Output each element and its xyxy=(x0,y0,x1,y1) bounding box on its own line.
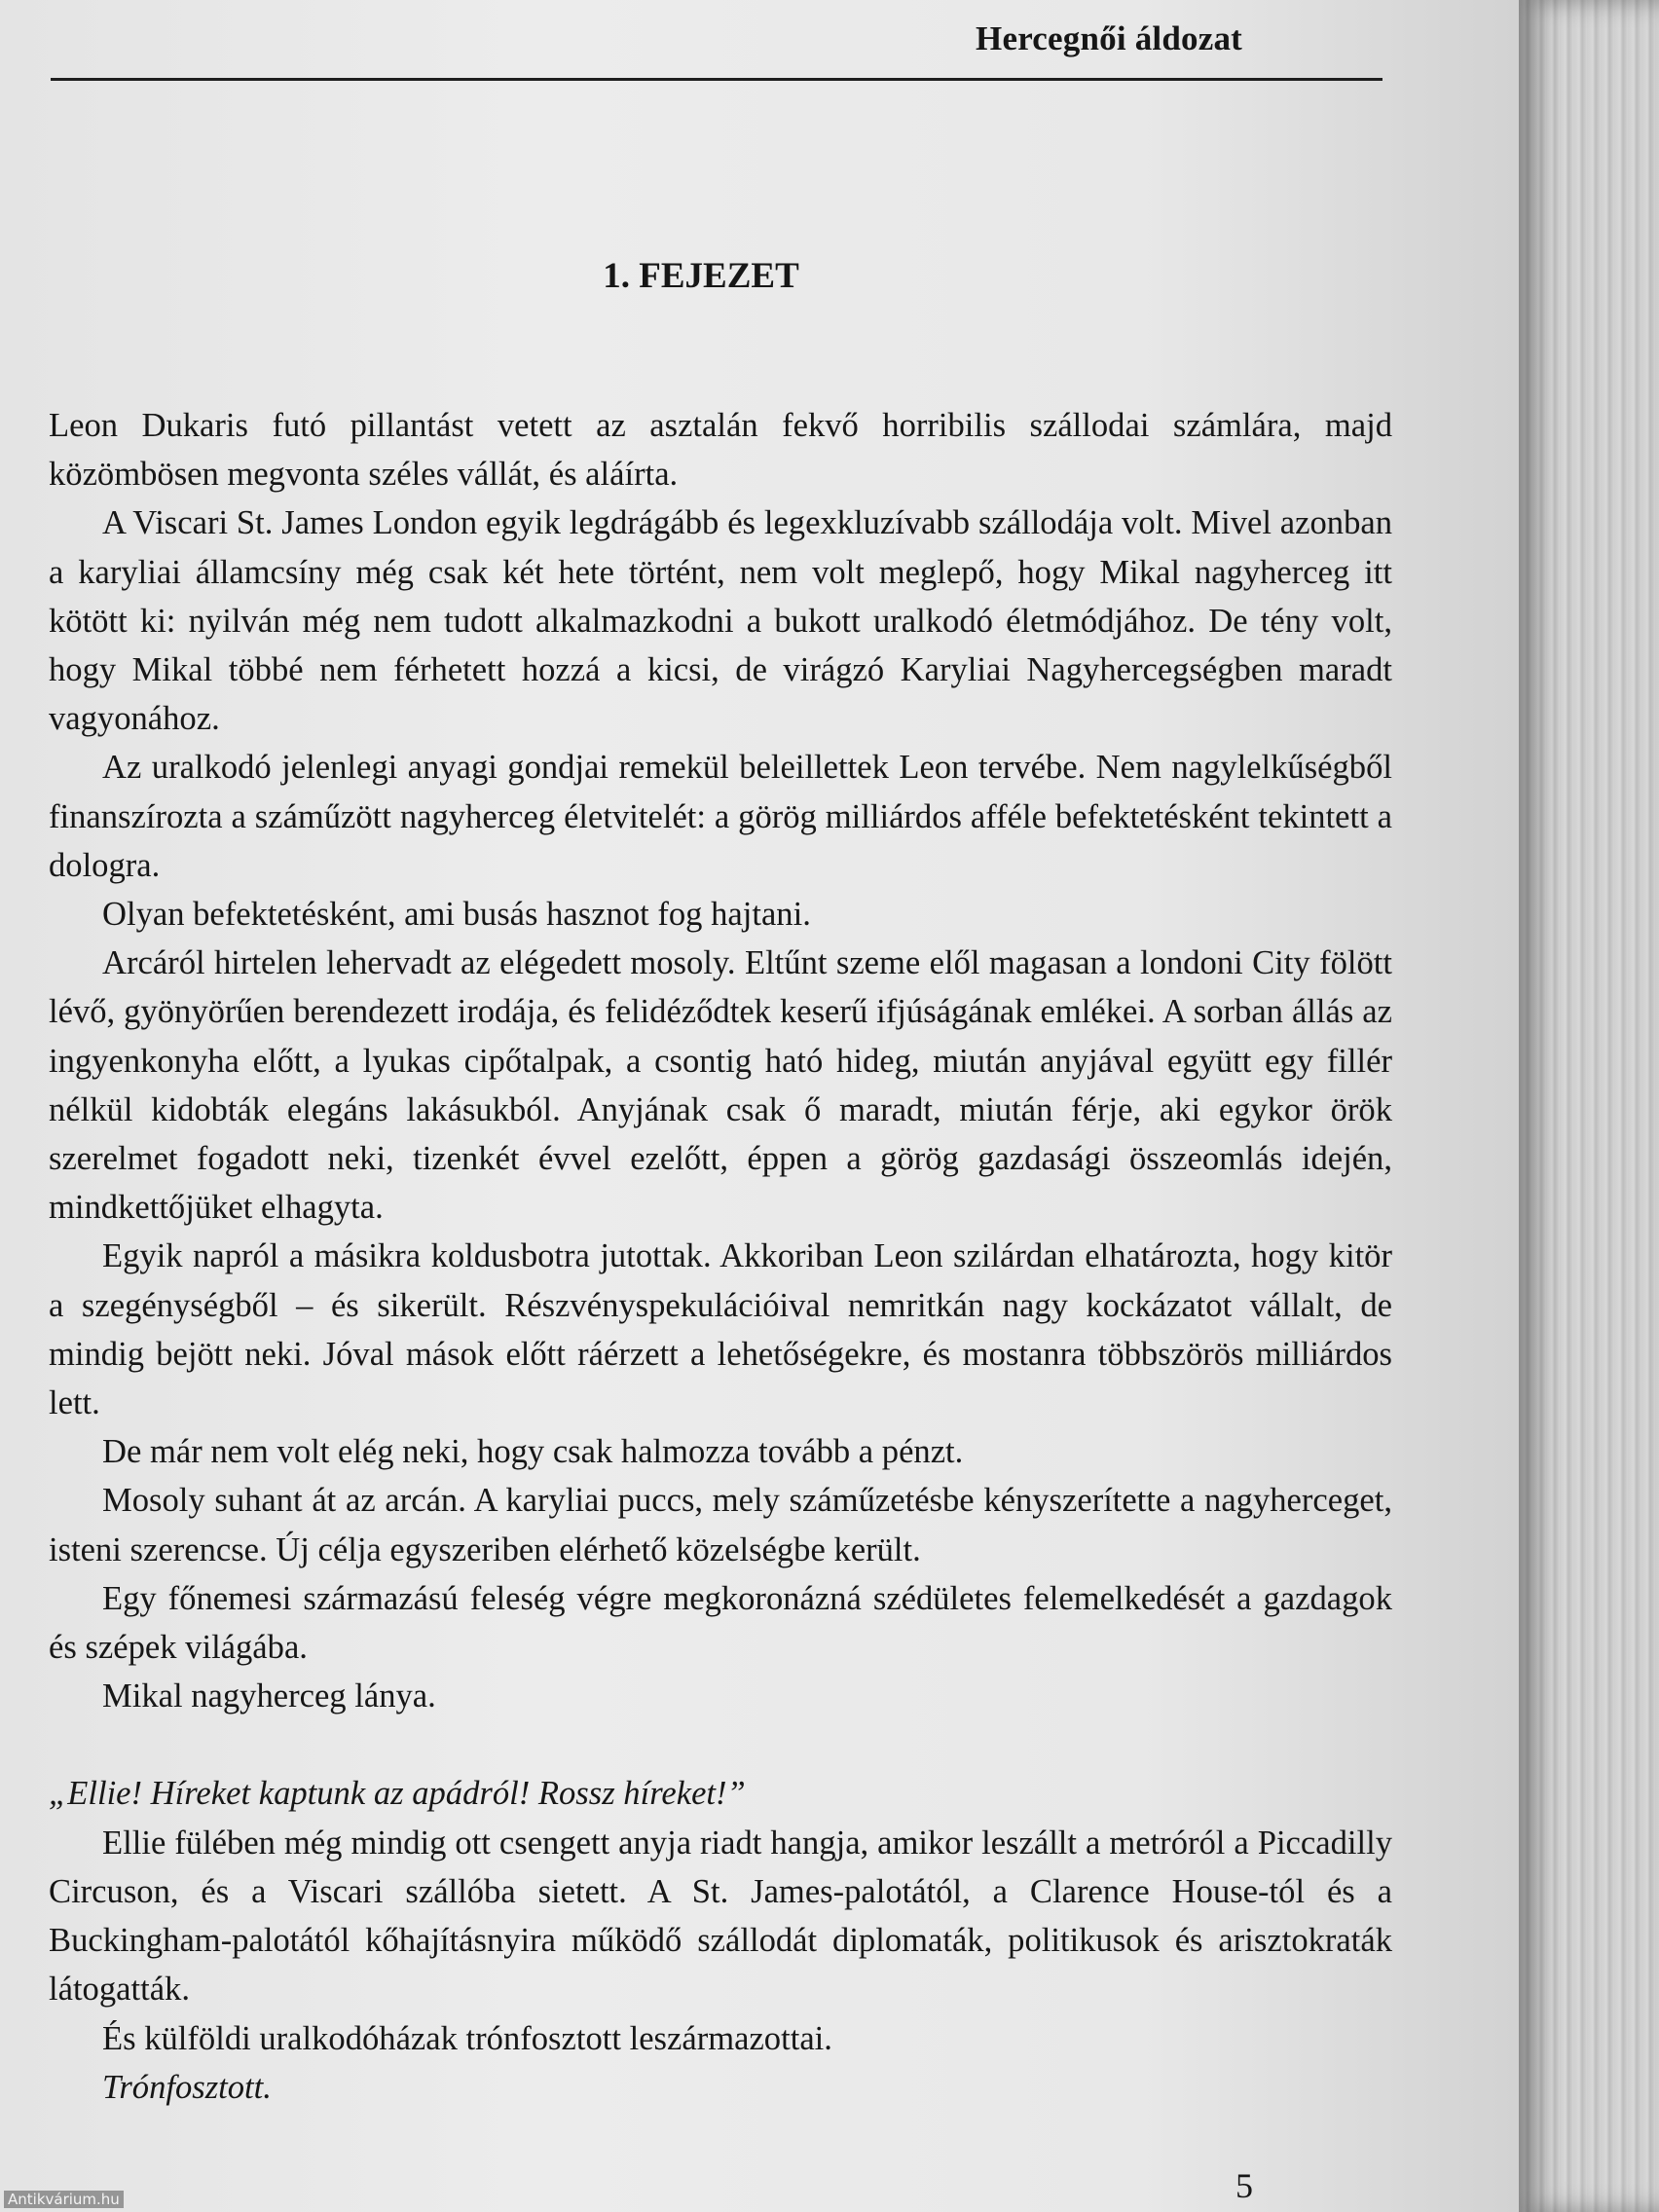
paragraph: Mikal nagyherceg lánya. xyxy=(102,1677,436,1715)
paragraph: A Viscari St. James London egyik legdrágább és legexkluzívabb szállodája volt. Mivel azonban a karyliai államcsíny még csak két hete történt, nem volt meglepő, hogy Mikal nagyherceg itt kötött ki: nyilván még nem tudott alkalmazkodni a bukott uralkodó életmódjához. De tény volt, hogy Mikal többé nem férhetett hozzá a kicsi, de virágzó Karyliai Nagyhercegségben maradt vagyonához. xyxy=(49,504,1392,738)
paragraph: Ellie fülében még mindig ott csengett anyja riadt hangja, amikor leszállt a metróról a Piccadilly Circuson, és a Viscari szállóba sietett. A St. James-palotától, a Clarence House-tól és a Buckingham-palotától kőhajításnyira működő szállodát diplomaták, politikusok és arisztokraták látogatták. xyxy=(49,1824,1392,2009)
paragraph: Mosoly suhant át az arcán. A karyliai puccs, mely száműzetésbe kényszerítette a nagyherceget, isteni szerencse. Új célja egyszeriben elérhető közelségbe került. xyxy=(49,1482,1392,1568)
paragraph: Leon Dukaris futó pillantást vetett az asztalán fekvő horribilis szállodai számlára, majd közömbösen megvonta széles vállát, és aláírta. xyxy=(49,407,1392,494)
paragraph: Olyan befektetésként, ami busás hasznot fog hajtani. xyxy=(102,896,811,934)
running-head: Hercegnői áldozat xyxy=(976,19,1242,57)
book-spine-edge xyxy=(1519,0,1659,2212)
header-rule xyxy=(51,78,1382,81)
page-number: 5 xyxy=(1235,2166,1253,2205)
chapter-title: 1. FEJEZET xyxy=(603,256,799,296)
paragraph: Az uralkodó jelenlegi anyagi gondjai remekül beleillettek Leon tervébe. Nem nagylelkűségből finanszírozta a száműzött nagyherceg életvitelét: a görög milliárdos afféle befektetésként tekintett a dologra. xyxy=(49,749,1392,884)
paragraph: És külföldi uralkodóházak trónfosztott leszármazottai. xyxy=(102,2019,832,2057)
paragraph: De már nem volt elég neki, hogy csak halmozza tovább a pénzt. xyxy=(102,1433,964,1471)
body-text xyxy=(49,401,1392,2112)
section-break xyxy=(49,1720,1392,1769)
section-opening-quote: „Ellie! Híreket kaptunk az apádról! Rossz híreket!” xyxy=(49,1775,746,1813)
paragraph: Arcáról hirtelen lehervadt az elégedett mosoly. Eltűnt szeme elől magasan a londoni City fölött lévő, gyönyörűen berendezett irodája, és felidéződtek keserű ifjúságának emlékei. A sorban állás az ingyenkonyha előtt, a lyukas cipőtalpak, a csontig ható hideg, miután anyjával együtt egy fillér nélkül kidobták elegáns lakásukból. Anyjának csak ő maradt, miután férje, aki egykor örök szerelmet fogadott neki, tizenkét évvel ezelőtt, éppen a görög gazdasági összeomlás idején, mindkettőjüket elhagyta. xyxy=(49,944,1392,1227)
closing-line: Trónfosztott. xyxy=(102,2068,272,2106)
watermark: Antikvárium.hu xyxy=(4,2191,124,2208)
paragraph: Egyik napról a másikra koldusbotra jutottak. Akkoriban Leon szilárdan elhatározta, hogy kitör a szegénységből – és sikerült. Részvényspekulációival nemritkán nagy kockázatot vállalt, de mindig bejött neki. Jóval mások előtt ráérzett a lehetőségekre, és mostanra többszörös milliárdos lett. xyxy=(49,1237,1392,1422)
paragraph: Egy főnemesi származású feleség végre megkoronázná szédületes felemelkedését a gazdagok és szépek világába. xyxy=(49,1579,1392,1667)
